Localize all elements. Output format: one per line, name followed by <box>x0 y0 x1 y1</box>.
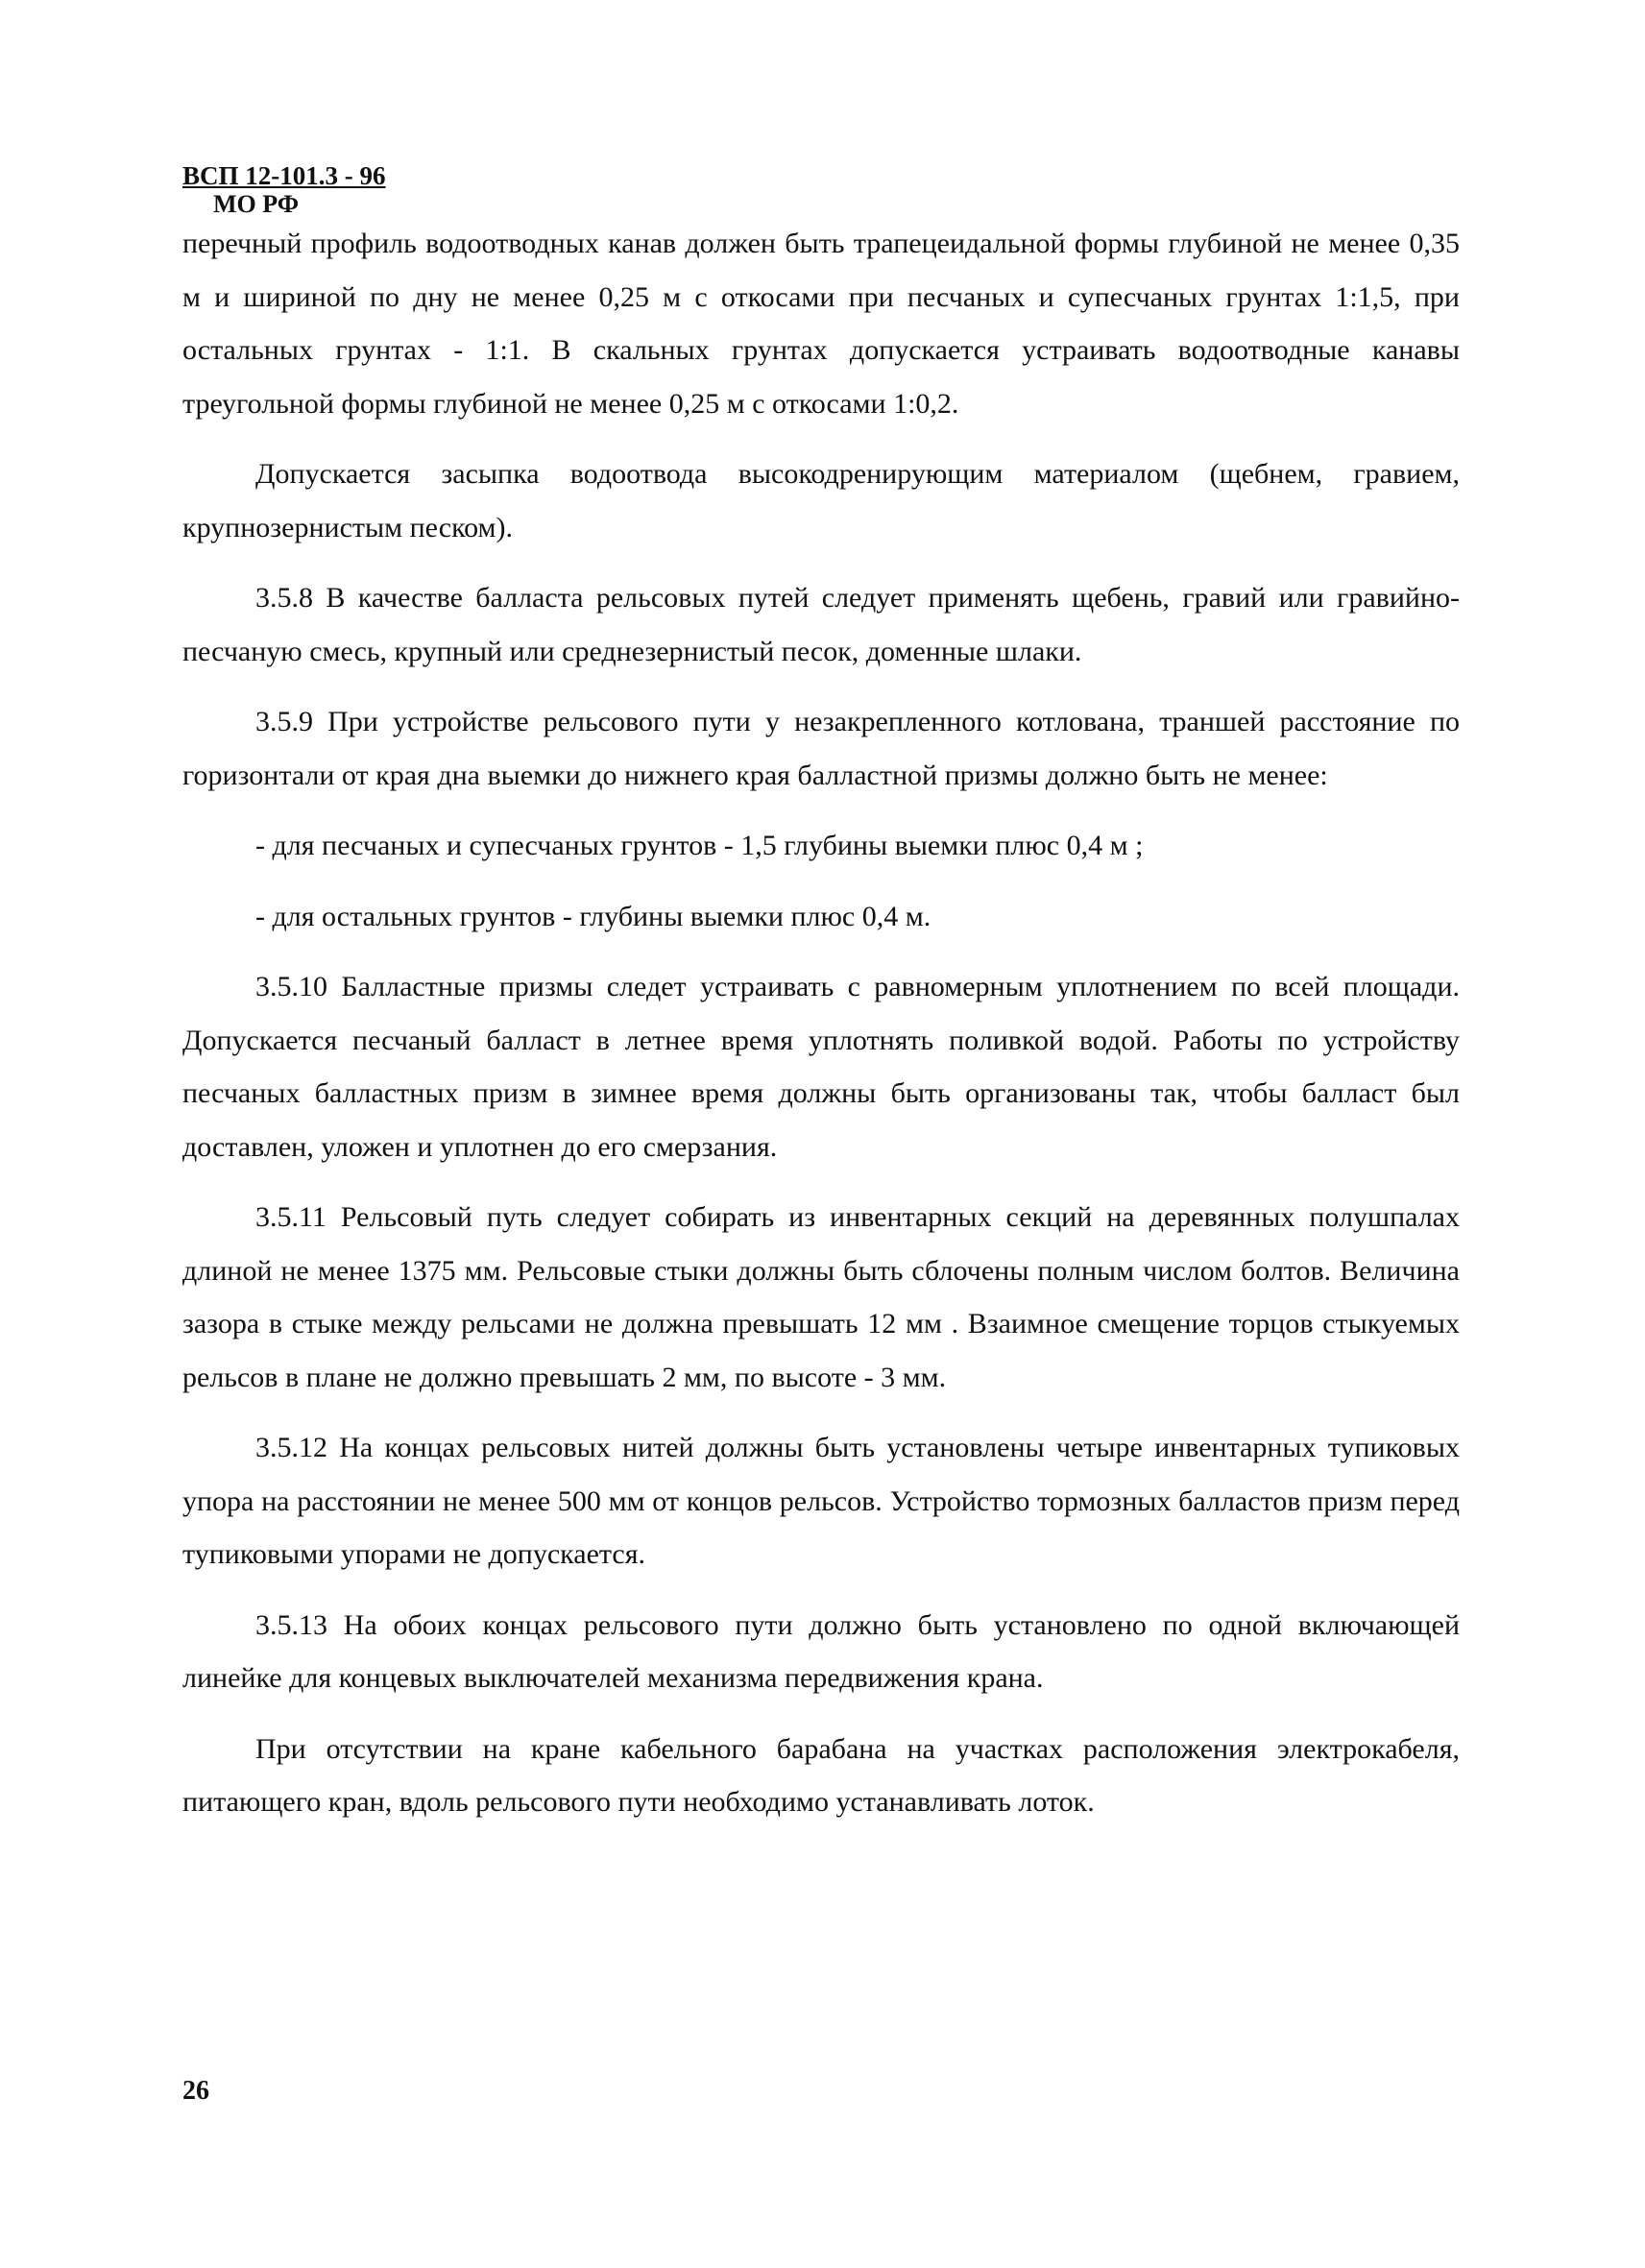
document-code: ВСП 12-101.3 - 96 <box>182 161 386 190</box>
paragraph-3-5-13: 3.5.13 На обоих концах рельсового пути должно быть установлено по одной включающей линейке для концевых выключателей механизма передвижения крана. <box>182 1608 1460 1694</box>
body-text <box>182 217 1460 1829</box>
paragraph-3-5-10: 3.5.10 Балластные призмы следет устраивать с равномерным уплотнением по всей площади. Допускается песчаный балласт в летнее время уплотнять поливкой водой. Работы по устройству песчаных балластных призм в зимнее время должны быть организованы так, чтобы балласт был доставлен, уложен и уплотнен до его смерзания. <box>182 971 1460 1163</box>
page-number: 26 <box>182 2076 209 2106</box>
list-item-sandy-soils: - для песчаных и супесчаных грунтов - 1,5 глубины выемки плюс 0,4 м ; <box>255 830 1144 861</box>
paragraph-3-5-9: 3.5.9 При устройстве рельсового пути у незакрепленного котлована, траншей расстояние по горизонтали от края дна выемки до нижнего края балластной призмы должно быть не менее: <box>182 706 1460 791</box>
paragraph-drainage-profile: перечный профиль водоотводных канав должен быть трапецеидальной формы глубиной не менее 0,35 м и шириной по дну не менее 0,25 м с откосами при песчаных и супесчаных грунтах 1:1,5, при остальных грунтах - 1:1. В скальных грунтах допускается устраивать водоотводные канавы треугольной формы глубиной не менее 0,25 м с откосами 1:0,2. <box>182 228 1460 420</box>
paragraph-cable-tray: При отсутствии на кране кабельного барабана на участках расположения электрокабеля, питающего кран, вдоль рельсового пути необходимо устанавливать лоток. <box>182 1732 1460 1818</box>
paragraph-3-5-11: 3.5.11 Рельсовый путь следует собирать из инвентарных секций на деревянных полушпалах длиной не менее 1375 мм. Рельсовые стыки должны быть сблочены полным числом болтов. Величина зазора в стыке между рельсами не должна превышать 12 мм . Взаимное смещение торцов стыкуемых рельсов в плане не должно превышать 2 мм, по высоте - 3 мм. <box>182 1201 1460 1393</box>
paragraph-3-5-8: 3.5.8 В качестве балласта рельсовых путей следует применять щебень, гравий или гравийно-песчаную смесь, крупный или среднезернистый песок, доменные шлаки. <box>182 582 1460 667</box>
paragraph-3-5-12: 3.5.12 На концах рельсовых нитей должны быть установлены четыре инвентарных тупиковых упора на расстоянии не менее 500 мм от концов рельсов. Устройство тормозных балластов призм перед тупиковыми упорами не допускается. <box>182 1432 1460 1570</box>
page-header <box>182 163 386 217</box>
paragraph-drainage-fill: Допускается засыпка водоотвода высокодренирующим материалом (щебнем, гравием, крупнозернистым песком). <box>182 458 1460 543</box>
list-item-other-soils: - для остальных грунтов - глубины выемки плюс 0,4 м. <box>255 900 931 932</box>
organization-label: МО РФ <box>213 190 300 218</box>
